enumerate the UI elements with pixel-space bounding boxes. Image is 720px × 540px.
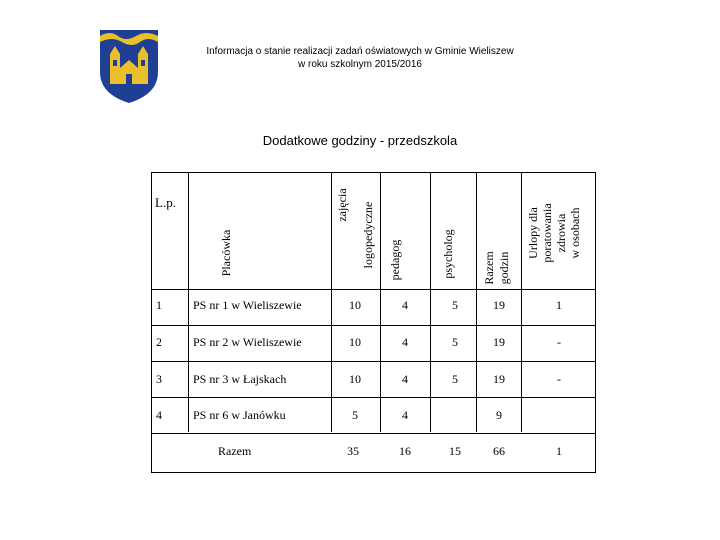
total-pedagog: 16 (399, 444, 411, 458)
row2-lp: 2 (156, 335, 162, 349)
row4-pedagog: 4 (402, 408, 408, 422)
row4-razem: 9 (496, 408, 502, 422)
row1-logo: 10 (349, 298, 361, 312)
header-logo-line1: zajęcia (335, 188, 349, 222)
municipality-crest-logo (98, 28, 160, 104)
row4-logo: 5 (352, 408, 358, 422)
row3-psycholog: 5 (452, 372, 458, 386)
total-razem: 66 (493, 444, 505, 458)
row3-lp: 3 (156, 372, 162, 386)
row2-psycholog: 5 (452, 335, 458, 349)
header-urlopy-line1: Urlopy dla (526, 207, 540, 259)
row2-logo: 10 (349, 335, 361, 349)
row3-pedagog: 4 (402, 372, 408, 386)
row2-placowka: PS nr 2 w Wieliszewie (193, 335, 302, 349)
row1-placowka: PS nr 1 w Wieliszewie (193, 298, 302, 312)
header-razem-line1: Razem (482, 251, 496, 285)
row2-pedagog: 4 (402, 335, 408, 349)
row1-razem: 19 (493, 298, 505, 312)
row3-placowka: PS nr 3 w Łajskach (193, 372, 287, 386)
document-header (190, 45, 530, 71)
row4-lp: 4 (156, 408, 162, 422)
row3-razem: 19 (493, 372, 505, 386)
extra-hours-table (151, 172, 596, 473)
row3-logo: 10 (349, 372, 361, 386)
row3-urlopy: - (557, 372, 561, 386)
row2-razem: 19 (493, 335, 505, 349)
header-urlopy-line4: w osobach (568, 207, 582, 259)
header-placowka: Placówka (219, 229, 233, 277)
header-psycholog: psycholog (441, 229, 455, 279)
header-logo-line2: logopedyczne (361, 201, 375, 269)
row1-lp: 1 (156, 298, 162, 312)
header-line-1: Informacja o stanie realizacji zadań oświatowych w Gminie Wieliszew (206, 46, 514, 57)
header-urlopy-line3: zdrowia (554, 213, 568, 253)
header-razem-line2: godzin (497, 251, 511, 285)
row4-placowka: PS nr 6 w Janówku (193, 408, 286, 422)
header-line-2: w roku szkolnym 2015/2016 (298, 59, 422, 70)
row1-pedagog: 4 (402, 298, 408, 312)
header-urlopy-line2: poratowania (540, 203, 554, 263)
header-pedagog: pedagog (388, 239, 402, 281)
row1-psycholog: 5 (452, 298, 458, 312)
row2-urlopy: - (557, 335, 561, 349)
total-psycholog: 15 (449, 444, 461, 458)
row1-urlopy: 1 (556, 298, 562, 312)
section-title: Dodatkowe godziny - przedszkola (262, 133, 458, 148)
total-label: Razem (218, 444, 252, 458)
header-lp: L.p. (155, 195, 176, 210)
total-logo: 35 (347, 444, 359, 458)
total-urlopy: 1 (556, 444, 562, 458)
